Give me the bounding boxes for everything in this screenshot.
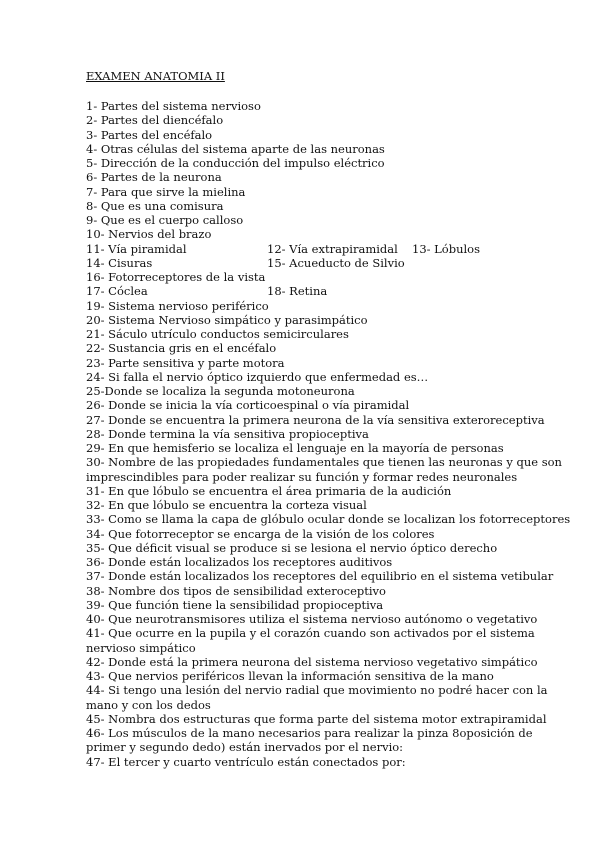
question-line <box>86 341 526 355</box>
question-line <box>86 142 526 156</box>
question-line <box>86 356 526 370</box>
question-text: 36- Donde están localizados los receptores auditivos <box>86 555 393 569</box>
question-text: 18- Retina <box>267 284 328 299</box>
question-text: 15- Acueducto de Silvio <box>267 255 405 270</box>
question-line <box>86 227 526 241</box>
question-text: 26- Donde se inicia la vía corticoespinal o vía piramidal <box>86 398 410 413</box>
question-text: 45- Nombra dos estructuras que forma parte del sistema motor extrapiramidal <box>86 711 547 726</box>
question-text: 22- Sustancia gris en el encéfalo <box>86 341 277 356</box>
question-line <box>86 313 526 327</box>
question-text: nervioso simpático <box>86 640 196 655</box>
question-line <box>86 598 526 612</box>
question-line <box>86 669 526 683</box>
question-text: mano y con los dedos <box>86 697 211 712</box>
question-line <box>86 626 535 641</box>
question-text: 12- Vía extrapiramidal <box>267 241 398 256</box>
question-line <box>86 755 526 769</box>
question-text: 39- Que función tiene la sensibilidad propioceptiva <box>86 597 384 612</box>
question-text: 16- Fotorreceptores de la vista <box>86 270 266 284</box>
question-text: 42- Donde está la primera neurona del sistema nervioso vegetativo simpático <box>86 654 538 669</box>
question-text: 41- Que ocurre en la pupila y el corazón cuando son activados por el sistema <box>86 626 535 641</box>
question-text: 25-Donde se localiza la segunda motoneurona <box>86 384 355 398</box>
question-text: 31- En que lóbulo se encuentra el área primaria de la audición <box>86 483 452 498</box>
question-text: primer y segundo dedo) están inervados por el nervio: <box>86 740 404 755</box>
question-line <box>86 683 548 698</box>
question-line <box>86 299 526 313</box>
question-line <box>86 213 526 227</box>
question-text: 21- Sáculo utrículo conductos semicirculares <box>86 327 349 341</box>
question-line <box>86 455 562 470</box>
question-text: 33- Como se llama la capa de glóbulo ocular donde se localizan los fotorreceptores <box>86 512 571 527</box>
exam-title: EXAMEN ANATOMIA II <box>86 69 225 83</box>
question-line <box>86 242 526 256</box>
question-text: 29- En que hemisferio se localiza el lenguaje en la mayoría de personas <box>86 441 504 455</box>
question-text: 17- Cóclea <box>86 284 148 299</box>
question-line <box>86 541 526 555</box>
question-line <box>86 170 526 184</box>
question-text: 43- Que nervios periféricos llevan la información sensitiva de la mano <box>86 669 494 683</box>
question-text: 34- Que fotorreceptor se encarga de la visión de los colores <box>86 526 435 541</box>
question-line <box>86 128 526 142</box>
question-text: 30- Nombre de las propiedades fundamentales que tienen las neuronas y que son <box>86 455 562 470</box>
question-text: 3- Partes del encéfalo <box>86 127 213 142</box>
question-text: 35- Que déficit visual se produce si se lesiona el nervio óptico derecho <box>86 540 498 555</box>
question-line <box>86 113 526 127</box>
question-continuation <box>86 470 526 484</box>
question-text: 1- Partes del sistema nervioso <box>86 99 261 113</box>
question-line <box>86 498 526 512</box>
question-continuation <box>86 740 526 754</box>
question-text: imprescindibles para poder realizar su función y formar redes neuronales <box>86 469 518 484</box>
question-continuation <box>86 698 526 712</box>
question-line <box>86 199 526 213</box>
question-line <box>86 584 526 598</box>
question-text: 8- Que es una comisura <box>86 198 224 213</box>
question-text: 46- Los músculos de la mano necesarios para realizar la pinza 8oposición de <box>86 726 533 740</box>
question-line <box>86 270 526 284</box>
question-text: 6- Partes de la neurona <box>86 170 222 185</box>
question-line <box>86 612 538 626</box>
question-text: 10- Nervios del brazo <box>86 227 212 242</box>
question-line <box>86 711 547 726</box>
question-line <box>86 327 526 341</box>
question-line <box>86 256 526 270</box>
question-text: 20- Sistema Nervioso simpático y parasimpático <box>86 312 368 327</box>
question-line <box>86 569 554 584</box>
question-line <box>86 654 538 669</box>
question-text: 27- Donde se encuentra la primera neurona de la vía sensitiva exteroreceptiva <box>86 412 545 427</box>
question-line <box>86 484 526 498</box>
question-text: 4- Otras células del sistema aparte de las neuronas <box>86 141 385 156</box>
question-text: 24- Si falla el nervio óptico izquierdo que enfermedad es… <box>86 369 429 384</box>
question-text: 7- Para que sirve la mielina <box>86 184 246 199</box>
question-line <box>86 398 526 412</box>
question-text: 28- Donde termina la vía sensitiva propioceptiva <box>86 426 369 441</box>
question-line <box>86 512 571 527</box>
question-text: 47- El tercer y cuarto ventrículo están conectados por: <box>86 754 406 769</box>
question-line <box>86 370 526 384</box>
question-text: 38- Nombre dos tipos de sensibilidad exteroceptivo <box>86 583 386 598</box>
question-line <box>86 156 526 170</box>
question-text: 11- Vía piramidal <box>86 241 187 256</box>
question-line <box>86 726 533 740</box>
question-text: 37- Donde están localizados los receptores del equilibrio en el sistema vetibular <box>86 569 554 584</box>
question-line <box>86 555 526 569</box>
question-text: 13- Lóbulos <box>412 241 481 256</box>
question-line <box>86 441 526 455</box>
question-text: 40- Que neurotransmisores utiliza el sistema nervioso autónomo o vegetativo <box>86 612 538 626</box>
question-text: 14- Cisuras <box>86 255 153 270</box>
question-line <box>86 384 526 398</box>
question-line <box>86 99 526 113</box>
question-text: 2- Partes del diencéfalo <box>86 113 224 128</box>
question-text: 23- Parte sensitiva y parte motora <box>86 355 285 370</box>
question-line <box>86 527 526 541</box>
question-line <box>86 427 526 441</box>
question-text: 19- Sistema nervioso periférico <box>86 298 269 313</box>
question-line <box>86 284 526 298</box>
question-text: 5- Dirección de la conducción del impulso eléctrico <box>86 156 385 170</box>
question-text: 9- Que es el cuerpo calloso <box>86 213 244 227</box>
question-list <box>86 99 571 769</box>
question-text: 32- En que lóbulo se encuentra la corteza visual <box>86 498 367 512</box>
question-continuation <box>86 641 526 655</box>
question-line <box>86 412 545 427</box>
question-text: 44- Si tengo una lesión del nervio radial que movimiento no podré hacer con la <box>86 683 548 698</box>
question-line <box>86 185 526 199</box>
